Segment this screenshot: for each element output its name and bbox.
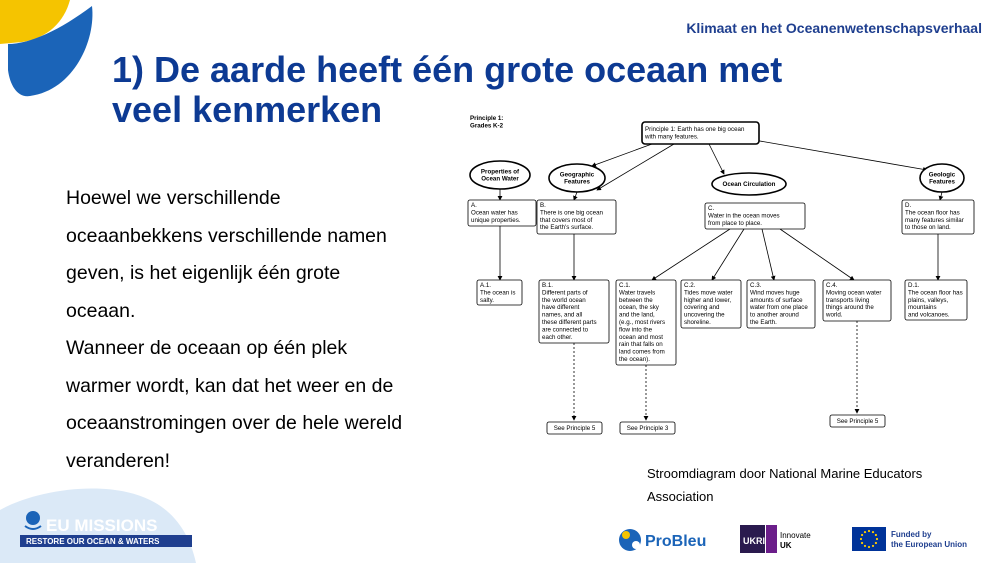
diagram-concept-c1 <box>616 280 676 365</box>
eu-star-icon <box>872 545 874 547</box>
diagram-see-principle <box>830 415 885 427</box>
diagram-text-line: amounts of surface <box>750 296 803 304</box>
eu-star-icon <box>876 538 878 540</box>
body-paragraph-2: Wanneer de oceaan op één plek warmer wordt, kan dat het weer en de oceaanstromingen over de hele wereld veranderen! <box>66 337 403 472</box>
diagram-text-line: to those on land. <box>905 224 951 232</box>
diagram-text-line: higher and lower, <box>684 296 732 304</box>
diagram-concept-a1 <box>477 280 522 305</box>
diagram-text-line: C.1. <box>619 282 631 289</box>
diagram-text-line: the Earth. <box>750 319 777 326</box>
diagram-text-line: Features <box>929 178 955 186</box>
diagram-text-line: Wind moves huge <box>750 289 800 297</box>
diagram-text-line: land comes from <box>619 348 665 356</box>
diagram-text-line: Grades K-2 <box>470 122 504 130</box>
diagram-text-line: C.4. <box>826 282 838 289</box>
diagram-arrow <box>574 192 577 200</box>
eu-star-icon <box>868 546 870 548</box>
diagram-text-line: names, and all <box>542 311 583 319</box>
svg-text:the European Union: the European Union <box>891 540 967 549</box>
diagram-text-line: There is one big ocean <box>540 209 603 217</box>
diagram-concept-b1 <box>539 280 609 343</box>
diagram-text-line: things around the <box>826 304 874 312</box>
body-paragraph-1: Hoewel we verschillende oceaanbekkens verschillende namen geven, is het eigenlijk één grote oceaan. <box>66 187 387 322</box>
diagram-concept-d1 <box>905 280 967 320</box>
diagram-text-line: that covers most of <box>540 216 593 224</box>
svg-text:See Principle 3: See Principle 3 <box>626 425 669 432</box>
diagram-text-line: the Earth's surface. <box>540 224 594 232</box>
diagram-category-ellipse <box>920 164 964 192</box>
eu-star-icon <box>875 542 877 544</box>
diagram-arrow <box>709 144 724 174</box>
diagram-text-line: the world ocean <box>542 296 586 304</box>
diagram-text-line: rain that falls on <box>619 341 663 349</box>
diagram-text-line: ocean and most <box>619 333 664 341</box>
diagram-text-line: A.1. <box>480 282 492 289</box>
ukri-logo <box>740 525 811 553</box>
diagram-text-line: C. <box>708 205 715 212</box>
diagram-text-line: Different parts of <box>542 289 588 297</box>
svg-text:ProBleu: ProBleu <box>645 533 707 550</box>
diagram-text-line: the ocean). <box>619 356 650 363</box>
diagram-text-line: water from one place <box>750 304 808 312</box>
svg-text:RESTORE OUR OCEAN & WATERS: RESTORE OUR OCEAN & WATERS <box>26 537 160 546</box>
corner-logo <box>0 0 100 100</box>
svg-text:Funded by: Funded by <box>891 530 932 539</box>
diagram-text-line: and the land, <box>619 311 655 319</box>
probleu-logo <box>619 529 706 551</box>
diagram-text-line: D.1. <box>908 282 920 289</box>
diagram-text-line: The ocean is <box>480 289 516 297</box>
diagram-text-line: ocean, the sky <box>619 304 659 312</box>
eu-star-icon <box>860 538 862 540</box>
diagram-text-line: D. <box>905 202 912 209</box>
footer-logos <box>0 480 1000 563</box>
diagram-text-line: world. <box>826 311 843 319</box>
diagram-text-line: Moving ocean water <box>826 289 882 297</box>
diagram-arrow <box>712 229 744 280</box>
diagram-text-line: C.3. <box>750 282 762 289</box>
svg-text:See Principle 5: See Principle 5 <box>836 418 879 425</box>
diagram-arrow <box>652 229 730 280</box>
body-text <box>66 180 406 480</box>
flow-diagram <box>462 110 977 445</box>
diagram-concept-a <box>468 200 536 226</box>
svg-text:UKRI: UKRI <box>743 536 765 546</box>
eu-star-icon <box>861 534 863 536</box>
eu-flag-logo <box>852 527 967 551</box>
diagram-text-line: transports living <box>826 296 870 304</box>
diagram-arrow <box>780 229 854 280</box>
diagram-text-line: many features similar <box>905 216 964 224</box>
diagram-text-line: salty. <box>480 296 494 304</box>
diagram-category-ellipse <box>470 161 530 189</box>
diagram-concept-c3 <box>747 280 815 328</box>
diagram-concept-c4 <box>823 280 891 321</box>
diagram-text-line: these different parts <box>542 319 597 326</box>
diagram-text-line: uncovering the <box>684 311 725 319</box>
eu-star-icon <box>868 530 870 532</box>
diagram-concept-d <box>902 200 974 234</box>
diagram-text-line: each other. <box>542 333 573 341</box>
diagram-caption: Stroomdiagram door National Marine Educators Association <box>647 466 923 504</box>
diagram-concept-c2 <box>681 280 741 328</box>
diagram-text-line: shoreline. <box>684 319 711 326</box>
diagram-text-line: (e.g., most rivers <box>619 319 666 326</box>
diagram-text-line: B.1. <box>542 282 554 289</box>
diagram-arrow <box>597 144 674 190</box>
diagram-text-line: Water in the ocean moves <box>708 212 780 220</box>
eu-star-icon <box>864 531 866 533</box>
svg-text:Innovate: Innovate <box>780 531 811 540</box>
diagram-text-line: Ocean Water <box>481 175 519 183</box>
diagram-text-line: plains, valleys, <box>908 296 949 304</box>
diagram-root-node <box>642 122 759 144</box>
diagram-text-line: Geographic <box>559 171 595 179</box>
eu-star-icon <box>864 545 866 547</box>
diagram-text-line: Features <box>564 178 590 186</box>
diagram-text-line: with many features. <box>645 133 699 141</box>
diagram-text-line: C.2. <box>684 282 696 289</box>
diagram-concept-c <box>705 203 805 229</box>
diagram-text-line: from place to place. <box>708 219 762 227</box>
diagram-text-line: covering and <box>684 304 720 312</box>
diagram-text-line: and volcanoes. <box>908 311 950 319</box>
diagram-text-line: Principle 1: Earth has one big ocean <box>645 126 745 133</box>
svg-text:See Principle 5: See Principle 5 <box>553 425 596 432</box>
diagram-text-line: B. <box>540 202 546 209</box>
eu-star-icon <box>872 531 874 533</box>
diagram-see-principle <box>547 422 602 434</box>
title-line-2: veel kenmerken <box>112 89 383 130</box>
title-line-1: 1) De aarde heeft één grote oceaan met <box>112 49 783 90</box>
diagram-text-line: Ocean Circulation <box>722 181 776 188</box>
diagram-arrow <box>940 192 942 200</box>
diagram-category-ellipse <box>549 164 605 192</box>
diagram-text-line: unique properties. <box>471 216 521 224</box>
diagram-text-line: have different <box>542 304 580 312</box>
diagram-text-line: are connected to <box>542 326 589 334</box>
diagram-text-line: Ocean water has <box>471 209 518 217</box>
diagram-text-line: Water travels <box>619 289 656 297</box>
diagram-arrow <box>754 140 927 170</box>
diagram-arrow <box>762 229 774 280</box>
diagram-category-ellipse <box>712 173 786 195</box>
diagram-text-line: Principle 1: <box>470 115 504 122</box>
diagram-see-principle <box>620 422 675 434</box>
diagram-text-line: Geologic <box>928 171 956 179</box>
diagram-text-line: The ocean floor has <box>905 209 960 217</box>
diagram-corner-label <box>470 115 504 129</box>
diagram-text-line: A. <box>471 202 477 209</box>
svg-text:UK: UK <box>780 541 792 550</box>
diagram-concept-b <box>537 200 616 234</box>
diagram-text-line: Tides move water <box>684 289 733 297</box>
diagram-text-line: mountains <box>908 304 937 312</box>
eu-star-icon <box>861 542 863 544</box>
diagram-text-line: flow into the <box>619 326 653 334</box>
diagram-text-line: Properties of <box>480 168 520 176</box>
diagram-text-line: between the <box>619 296 653 304</box>
diagram-text-line: to another around <box>750 311 799 319</box>
eu-star-icon <box>875 534 877 536</box>
diagram-text-line: The ocean floor has <box>908 289 963 297</box>
svg-text:EU MISSIONS: EU MISSIONS <box>46 516 158 535</box>
series-title: Klimaat en het Oceanenwetenschapsverhaal <box>686 20 982 36</box>
